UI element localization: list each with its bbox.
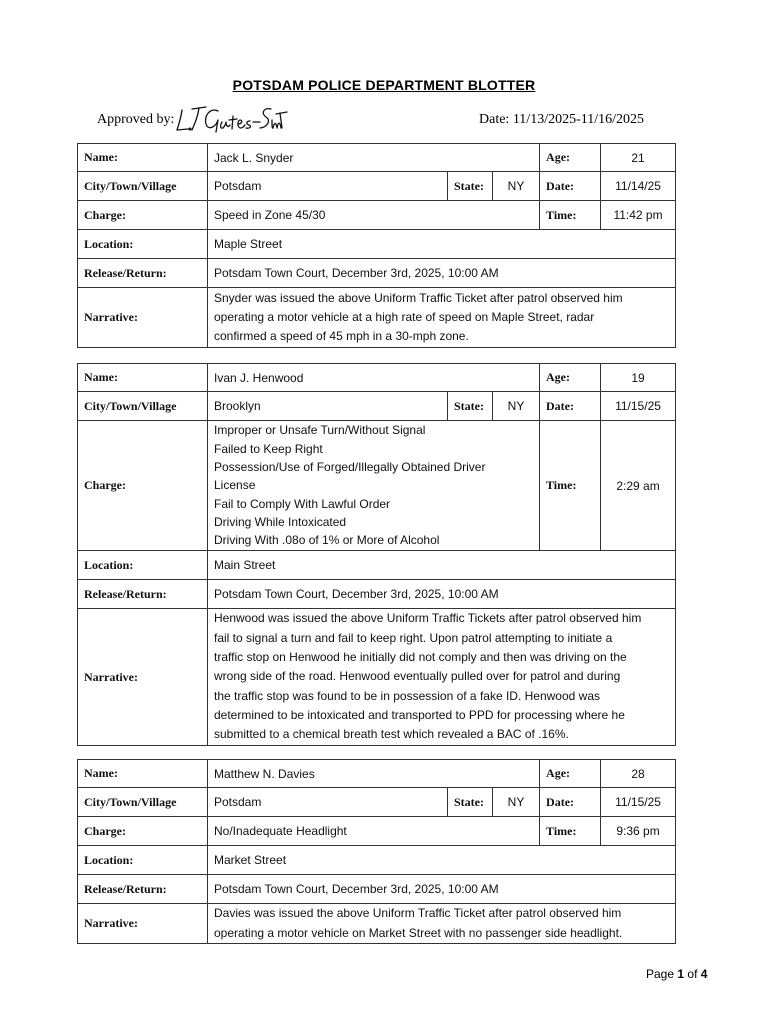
narrative-line: traffic stop on Henwood he initially did not comply and then was driving on the [214, 650, 627, 665]
narrative-value [208, 904, 676, 944]
release-label: Release/Return: [78, 580, 208, 609]
date-label: Date: [540, 788, 601, 817]
name-value: Matthew N. Davies [208, 760, 540, 788]
narrative-line: operating a motor vehicle on Market Street with no passenger side headlight. [214, 925, 623, 940]
narrative-value [208, 609, 676, 746]
narrative-line: Henwood was issued the above Uniform Traffic Tickets after patrol observed him [214, 611, 642, 626]
location-value: Main Street [208, 551, 676, 580]
charge-label: Charge: [78, 201, 208, 230]
narrative-line: confirmed a speed of 45 mph in a 30-mph zone. [214, 329, 469, 344]
location-value: Maple Street [208, 230, 676, 259]
charge-line: Failed to Keep Right [214, 441, 323, 456]
charge-line: No/Inadequate Headlight [214, 823, 347, 838]
blotter-record [77, 143, 676, 348]
charge-value [208, 421, 540, 551]
narrative-line: Snyder was issued the above Uniform Traffic Ticket after patrol observed him [214, 290, 623, 305]
name-label: Name: [78, 364, 208, 392]
state-value: NY [493, 788, 540, 817]
narrative-line: operating a motor vehicle at a high rate of speed on Maple Street, radar [214, 309, 595, 324]
narrative-line: Davies was issued the above Uniform Traffic Ticket after patrol observed him [214, 906, 622, 921]
time-label: Time: [540, 201, 601, 230]
date-value: 11/15/25 [601, 788, 676, 817]
page-total: 4 [700, 967, 708, 981]
state-value: NY [493, 392, 540, 421]
age-value: 19 [601, 364, 676, 392]
charge-label: Charge: [78, 817, 208, 846]
age-label: Age: [540, 760, 601, 788]
charge-line: License [214, 478, 256, 493]
date-label: Date: [540, 392, 601, 421]
age-value: 28 [601, 760, 676, 788]
city-label: City/Town/Village [78, 172, 208, 201]
narrative-label: Narrative: [78, 288, 208, 348]
charge-label: Charge: [78, 421, 208, 551]
release-label: Release/Return: [78, 875, 208, 904]
narrative-value [208, 288, 676, 348]
release-value: Potsdam Town Court, December 3rd, 2025, 10:00 AM [208, 875, 676, 904]
narrative-label: Narrative: [78, 609, 208, 746]
date-range: Date: 11/13/2025-11/16/2025 [479, 112, 644, 127]
time-label: Time: [540, 421, 601, 551]
narrative-label: Narrative: [78, 904, 208, 944]
time-value: 9:36 pm [601, 817, 676, 846]
charge-value [208, 201, 540, 230]
release-value: Potsdam Town Court, December 3rd, 2025, 10:00 AM [208, 580, 676, 609]
narrative-line: the traffic stop was found to be in possession of a fake ID. Henwood was [214, 688, 600, 703]
name-label: Name: [78, 760, 208, 788]
page-current: 1 [677, 967, 685, 981]
charge-line: Speed in Zone 45/30 [214, 207, 326, 222]
age-label: Age: [540, 144, 601, 172]
city-value: Brooklyn [208, 392, 448, 421]
charge-line: Improper or Unsafe Turn/Without Signal [214, 423, 426, 438]
charge-value [208, 817, 540, 846]
state-value: NY [493, 172, 540, 201]
location-label: Location: [78, 846, 208, 875]
state-label: State: [448, 172, 493, 201]
charge-line: Possession/Use of Forged/Illegally Obtained Driver [214, 460, 486, 475]
page-title: POTSDAM POLICE DEPARTMENT BLOTTER [232, 77, 536, 93]
name-value: Jack L. Snyder [208, 144, 540, 172]
city-value: Potsdam [208, 172, 448, 201]
city-label: City/Town/Village [78, 392, 208, 421]
signature-image [176, 104, 288, 134]
age-label: Age: [540, 364, 601, 392]
city-value: Potsdam [208, 788, 448, 817]
charge-line: Driving While Intoxicated [214, 514, 347, 529]
state-label: State: [448, 788, 493, 817]
page-number [646, 967, 707, 981]
state-label: State: [448, 392, 493, 421]
date-value: 11/14/25 [601, 172, 676, 201]
page-word: Page [646, 967, 675, 981]
location-label: Location: [78, 230, 208, 259]
time-value: 11:42 pm [601, 201, 676, 230]
approved-by-label: Approved by: [97, 112, 175, 127]
release-label: Release/Return: [78, 259, 208, 288]
city-label: City/Town/Village [78, 788, 208, 817]
narrative-line: determined to be intoxicated and transported to PPD for processing where he [214, 707, 625, 722]
narrative-line: fail to signal a turn and fail to keep right. Upon patrol attempting to initiate a [214, 630, 613, 645]
time-value: 2:29 am [601, 421, 676, 551]
name-label: Name: [78, 144, 208, 172]
location-value: Market Street [208, 846, 676, 875]
blotter-record [77, 363, 676, 746]
blotter-record [77, 759, 676, 944]
time-label: Time: [540, 817, 601, 846]
release-value: Potsdam Town Court, December 3rd, 2025, 10:00 AM [208, 259, 676, 288]
narrative-line: wrong side of the road. Henwood eventually pulled over for patrol and during [214, 669, 621, 684]
date-value: 11/15/25 [601, 392, 676, 421]
narrative-line: submitted to a chemical breath test which revealed a BAC of .16%. [214, 727, 569, 742]
charge-line: Driving With .08o of 1% or More of Alcohol [214, 533, 440, 548]
location-label: Location: [78, 551, 208, 580]
charge-line: Fail to Comply With Lawful Order [214, 496, 391, 511]
page-of: of [687, 967, 698, 981]
age-value: 21 [601, 144, 676, 172]
date-label: Date: [540, 172, 601, 201]
name-value: Ivan J. Henwood [208, 364, 540, 392]
